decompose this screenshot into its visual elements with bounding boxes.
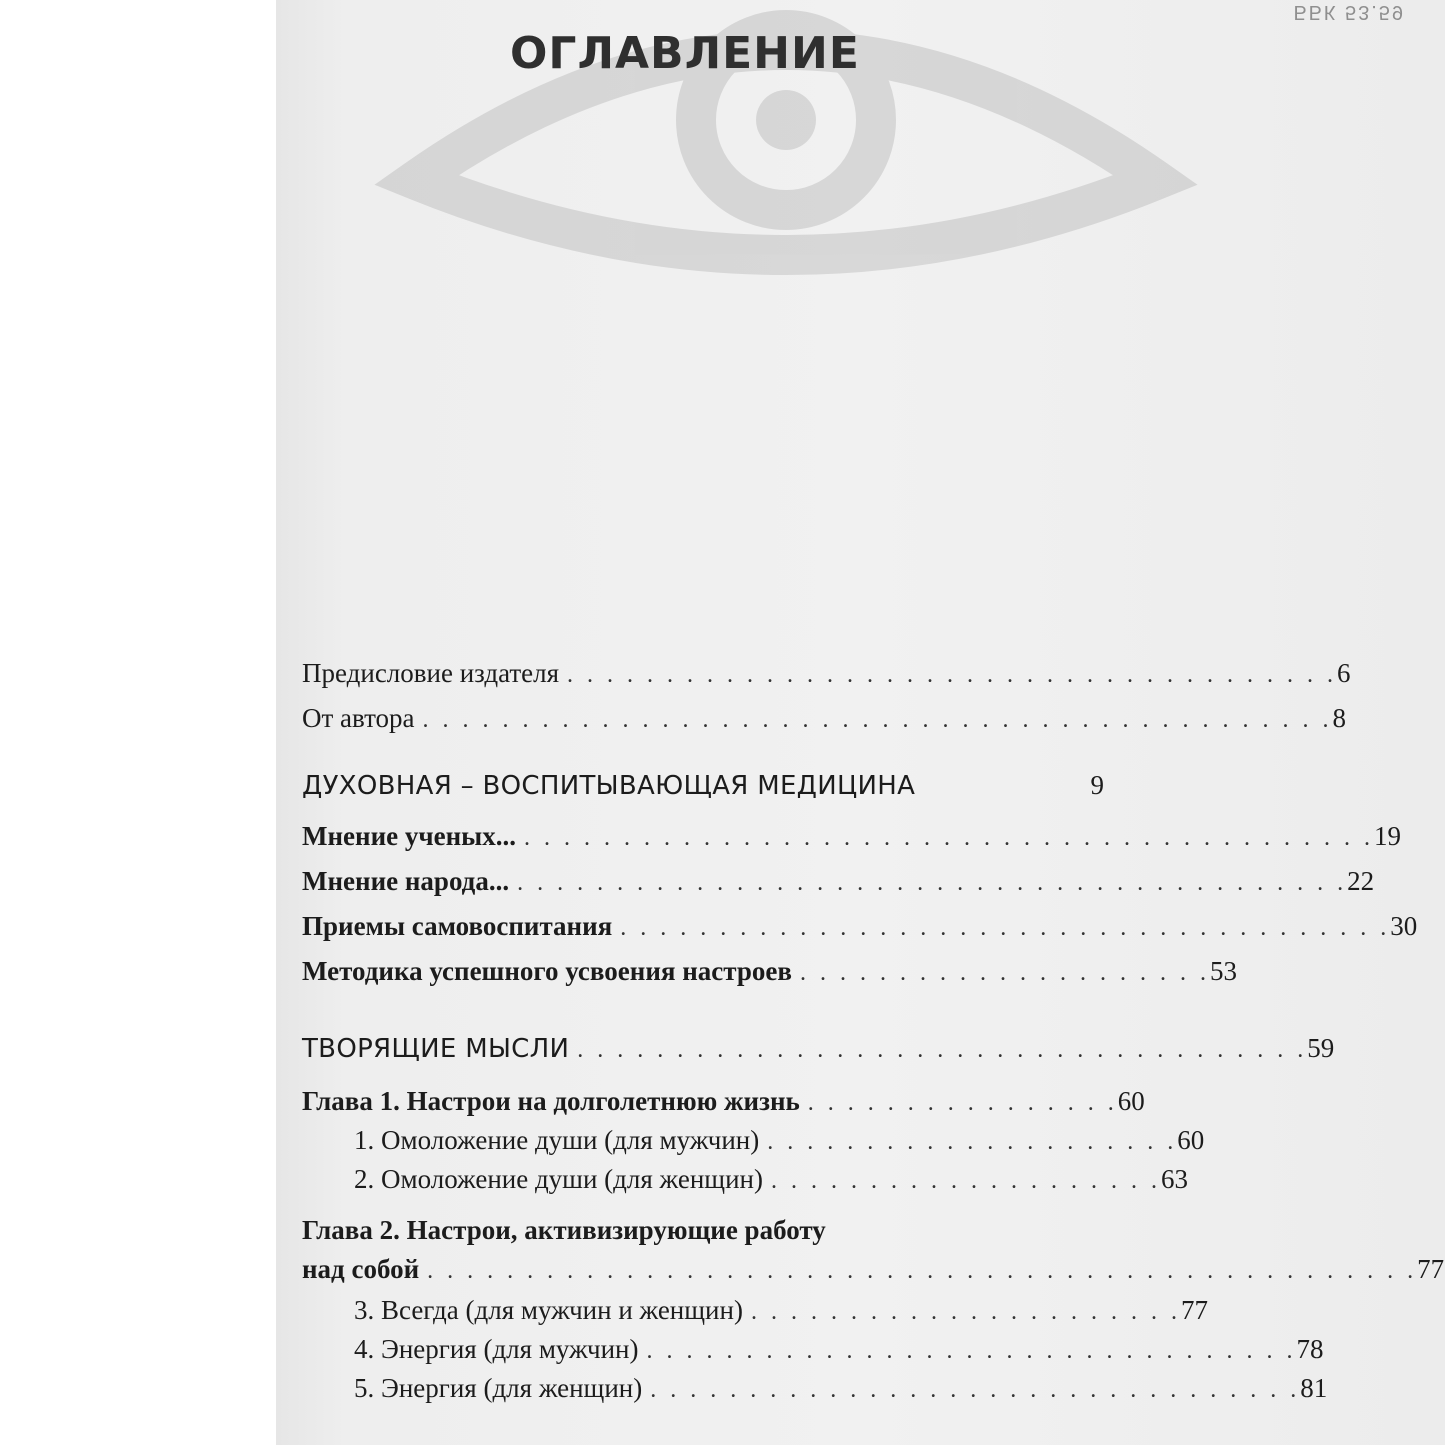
leader-dots: . . . . . . . . . . . . . . . . . . . . . . . . . . . . . . . . . . . . . . . . . . bbox=[517, 870, 1348, 896]
leader-dots: . . . . . . . . . . . . . . . . . . . . . . . . . . . . . . . . . . . . . . . . . . . . . . bbox=[422, 707, 1333, 733]
toc-entry[interactable] bbox=[302, 658, 1351, 688]
leader-dots: . . . . . . . . . . . . . . . . . . . . . . . . . . . . . . . . . . . . . . . bbox=[620, 915, 1391, 941]
leader-dots: . . . . . . . . . . . . . . . . . . . . . . . . . . . . . . . . . . . . . . . bbox=[567, 662, 1338, 688]
toc-chapter[interactable] bbox=[302, 1086, 1145, 1116]
toc-chapter-label: Глава 1. Настрои на долголетнюю жизнь bbox=[302, 1086, 800, 1116]
toc-chapter-line2 bbox=[302, 1254, 1445, 1284]
bleed-through-code: ББК 53.59 bbox=[1293, 1, 1405, 23]
toc-subentry[interactable] bbox=[302, 1295, 1208, 1325]
page-title: ОГЛАВЛЕНИЕ bbox=[510, 28, 860, 79]
toc-entry-page: 78 bbox=[1296, 1334, 1324, 1364]
leader-dots: . . . . . . . . . . . . . . . . . . . . . . bbox=[750, 1299, 1181, 1325]
toc-section-label: ДУХОВНАЯ – ВОСПИТЫВАЮЩАЯ МЕДИЦИНА bbox=[302, 771, 916, 801]
leader-dots: . . . . . . . . . . . . . . . . bbox=[807, 1090, 1118, 1116]
toc-entry-page: 8 bbox=[1332, 703, 1347, 733]
leader-dots: . . . . . . . . . . . . . . . . . . . . . . . . . . . . . . . . . . . . . . . . . . . . . . . . . . bbox=[427, 1258, 1418, 1284]
toc-subentry-label: 5. Энергия (для женщин) bbox=[354, 1373, 643, 1403]
toc-subentry[interactable] bbox=[302, 1373, 1328, 1403]
toc-entry-page: 19 bbox=[1373, 821, 1401, 851]
toc-subentry[interactable] bbox=[302, 1334, 1324, 1364]
toc-chapter-label-line2: над собой bbox=[302, 1254, 420, 1284]
toc-subentry[interactable] bbox=[302, 1164, 1188, 1194]
toc-entry[interactable] bbox=[302, 703, 1347, 733]
toc-entry-page: 22 bbox=[1347, 866, 1375, 896]
toc-entry-page: 53 bbox=[1209, 956, 1237, 986]
toc-entry-page: 60 bbox=[1117, 1086, 1145, 1116]
toc-section[interactable] bbox=[302, 1033, 1335, 1064]
toc-entry-page: 60 bbox=[1177, 1125, 1205, 1155]
toc-entry-label: Мнение народа... bbox=[302, 866, 510, 896]
book-page bbox=[276, 0, 1445, 1445]
toc-entry-label: Методика успешного усвоения настроев bbox=[302, 956, 792, 986]
table-of-contents bbox=[302, 652, 1445, 1403]
leader-dots: . . . . . . . . . . . . . . . . . . . . bbox=[770, 1168, 1161, 1194]
toc-subentry-label: 2. Омоложение души (для женщин) bbox=[354, 1164, 763, 1194]
toc-entry-page: 77 bbox=[1180, 1295, 1208, 1325]
toc-entry[interactable] bbox=[302, 821, 1401, 851]
leader-dots: . . . . . . . . . . . . . . . . . . . . . . . . . . . . . . . . . bbox=[646, 1338, 1297, 1364]
toc-entry-label: Предисловие издателя bbox=[302, 658, 560, 688]
toc-entry[interactable] bbox=[302, 866, 1375, 896]
toc-entry-label: От автора bbox=[302, 703, 415, 733]
toc-section[interactable] bbox=[302, 772, 1104, 799]
leader-dots: . . . . . . . . . . . . . . . . . . . . . bbox=[799, 960, 1210, 986]
toc-entry-page: 63 bbox=[1160, 1164, 1188, 1194]
leader-dots: . . . . . . . . . . . . . . . . . . . . . bbox=[767, 1129, 1178, 1155]
toc-subentry-label: 1. Омоложение души (для мужчин) bbox=[354, 1125, 760, 1155]
toc-subentry[interactable] bbox=[302, 1125, 1205, 1155]
toc-entry-page: 30 bbox=[1390, 911, 1418, 941]
toc-entry-page: 9 bbox=[1090, 770, 1104, 800]
toc-entry-page: 6 bbox=[1337, 658, 1351, 688]
toc-chapter-label-line1: Глава 2. Настрои, активизирующие работу bbox=[302, 1215, 826, 1245]
toc-subentry-label: 3. Всегда (для мужчин и женщин) bbox=[354, 1295, 743, 1325]
leader-dots: . . . . . . . . . . . . . . . . . . . . . . . . . . . . . . . . . . . . . . . . . . . bbox=[523, 825, 1374, 851]
leader-dots: . . . . . . . . . . . . . . . . . . . . . . . . . . . . . . . . . bbox=[650, 1377, 1301, 1403]
toc-subentry-label: 4. Энергия (для мужчин) bbox=[354, 1334, 639, 1364]
toc-entry[interactable] bbox=[302, 956, 1237, 986]
leader-dots: . . . . . . . . . . . . . . . . . . . . . . . . . . . . . . . . . . . . . bbox=[577, 1037, 1308, 1063]
toc-entry-label: Приемы самовоспитания bbox=[302, 911, 613, 941]
toc-entry-label: Мнение ученых... bbox=[302, 821, 516, 851]
toc-entry-page: 77 bbox=[1417, 1254, 1445, 1284]
toc-entry[interactable] bbox=[302, 911, 1418, 941]
toc-entry-page: 59 bbox=[1307, 1033, 1335, 1063]
toc-section-label: ТВОРЯЩИЕ МЫСЛИ bbox=[302, 1034, 570, 1064]
toc-entry-page: 81 bbox=[1300, 1373, 1328, 1403]
toc-chapter[interactable] bbox=[302, 1215, 1445, 1284]
